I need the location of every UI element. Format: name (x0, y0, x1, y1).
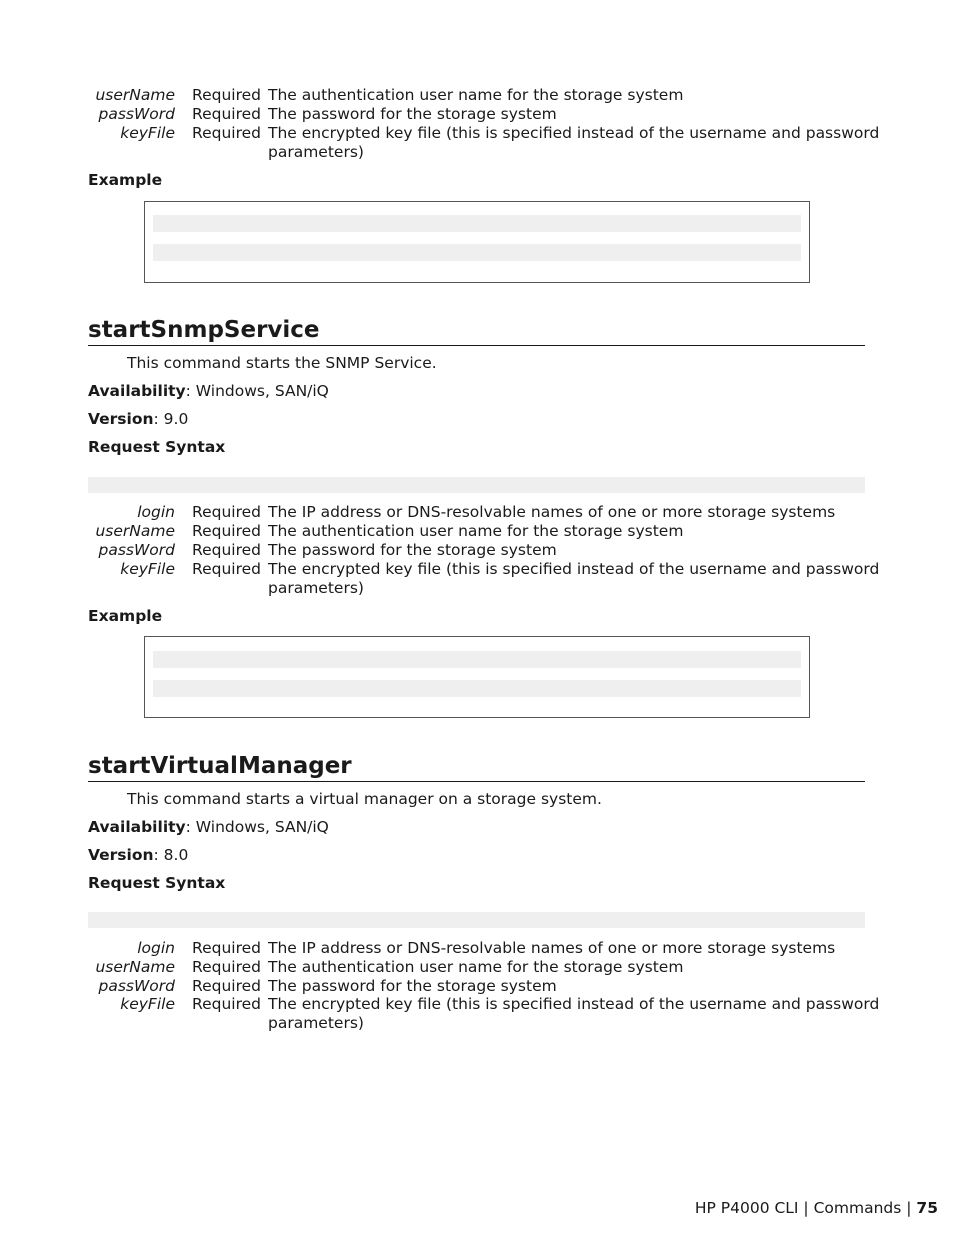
param-required: Required (192, 86, 261, 104)
param-name: passWord (98, 541, 175, 559)
version-label: Version (88, 410, 154, 428)
param-required: Required (192, 958, 261, 976)
param-description: The IP address or DNS-resolvable names of one or more storage systems (268, 939, 836, 957)
code-line (153, 651, 801, 668)
param-required: Required (192, 522, 261, 540)
version-value: : 9.0 (153, 410, 189, 428)
param-description: The password for the storage system (268, 541, 557, 559)
param-description: The encrypted key file (this is specified instead of the username and password (268, 995, 880, 1013)
param-row (0, 86, 954, 105)
example-heading: Example (88, 607, 163, 625)
param-name: keyFile (120, 560, 175, 578)
param-name: login (137, 503, 175, 521)
param-row-continuation (0, 143, 954, 162)
param-required: Required (192, 503, 261, 521)
syntax-code-block (88, 912, 865, 928)
param-row (0, 124, 954, 143)
availability (88, 817, 329, 837)
param-row (0, 977, 954, 996)
version-label: Version (88, 846, 154, 864)
version (88, 409, 188, 429)
param-required: Required (192, 939, 261, 957)
param-required: Required (192, 977, 261, 995)
availability-label: Availability (88, 382, 186, 400)
availability-value: : Windows, SAN/iQ (185, 382, 329, 400)
param-name: passWord (98, 105, 175, 123)
param-description: The authentication user name for the storage system (268, 522, 684, 540)
param-row (0, 995, 954, 1014)
example-code-box (144, 636, 810, 718)
example-heading: Example (88, 171, 163, 189)
param-description-cont: parameters) (268, 1014, 364, 1032)
param-description-cont: parameters) (268, 143, 364, 161)
param-required: Required (192, 541, 261, 559)
param-row (0, 958, 954, 977)
param-row (0, 105, 954, 124)
syntax-code-block (88, 477, 865, 493)
request-syntax-heading: Request Syntax (88, 438, 226, 456)
param-description-cont: parameters) (268, 579, 364, 597)
param-name: keyFile (120, 995, 175, 1013)
param-row (0, 560, 954, 579)
param-description: The password for the storage system (268, 105, 557, 123)
param-description: The encrypted key file (this is specified instead of the username and password (268, 560, 880, 578)
param-row (0, 503, 954, 522)
param-row-continuation (0, 1014, 954, 1033)
param-name: userName (95, 86, 175, 104)
footer-text: HP P4000 CLI | Commands | (694, 1199, 912, 1217)
param-description: The authentication user name for the storage system (268, 86, 684, 104)
param-name: keyFile (120, 124, 175, 142)
param-name: passWord (98, 977, 175, 995)
param-description: The authentication user name for the storage system (268, 958, 684, 976)
availability-value: : Windows, SAN/iQ (185, 818, 329, 836)
code-line (153, 244, 801, 261)
param-row (0, 939, 954, 958)
example-code-box (144, 201, 810, 283)
section-intro: This command starts the SNMP Service. (127, 354, 437, 372)
section-title-startsnmpservice: startSnmpService (88, 315, 865, 346)
param-required: Required (192, 105, 261, 123)
param-row (0, 541, 954, 560)
request-syntax-heading: Request Syntax (88, 874, 226, 892)
param-description: The IP address or DNS-resolvable names of one or more storage systems (268, 503, 836, 521)
param-name: userName (95, 958, 175, 976)
param-required: Required (192, 995, 261, 1013)
param-required: Required (192, 560, 261, 578)
code-line (153, 680, 801, 697)
param-row (0, 522, 954, 541)
param-description: The password for the storage system (268, 977, 557, 995)
page-number: 75 (916, 1199, 938, 1217)
availability (88, 381, 329, 401)
param-name: userName (95, 522, 175, 540)
section-title-startvirtualmanager: startVirtualManager (88, 751, 865, 782)
param-name: login (137, 939, 175, 957)
param-description: The encrypted key file (this is specified instead of the username and password (268, 124, 880, 142)
code-line (153, 215, 801, 232)
param-required: Required (192, 124, 261, 142)
version-value: : 8.0 (153, 846, 189, 864)
availability-label: Availability (88, 818, 186, 836)
version (88, 845, 188, 865)
param-row-continuation (0, 579, 954, 598)
page-footer (695, 1198, 938, 1218)
section-intro: This command starts a virtual manager on a storage system. (127, 790, 602, 808)
